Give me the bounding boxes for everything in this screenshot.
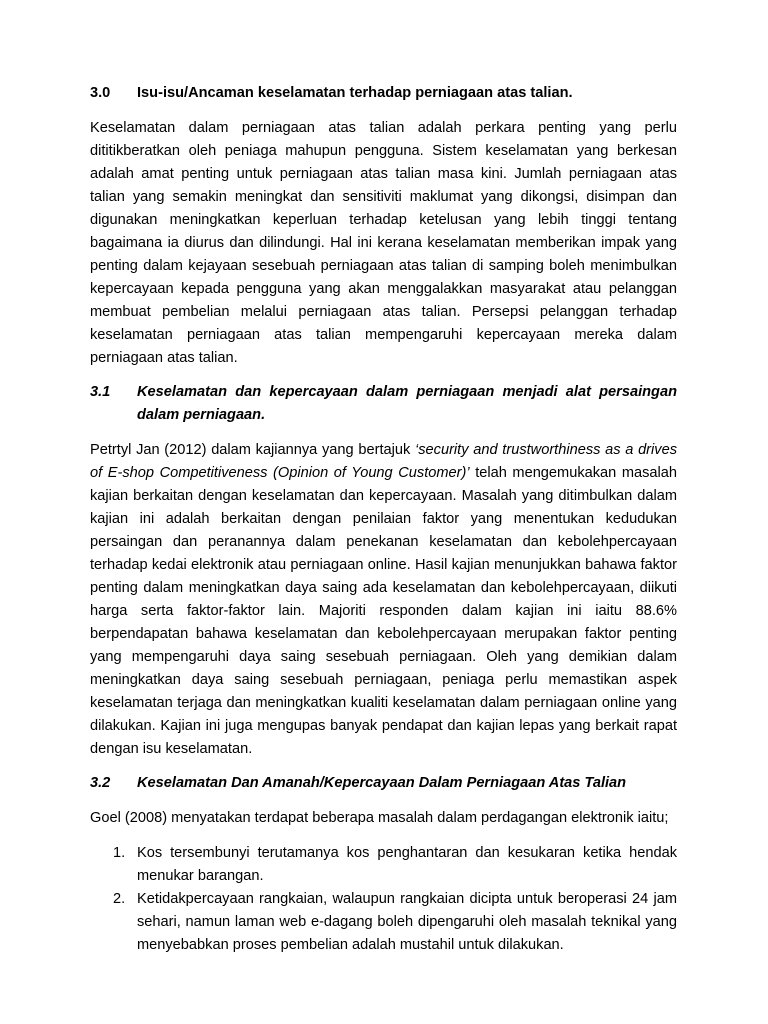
document-page	[90, 82, 677, 957]
list-item	[90, 888, 677, 957]
section-title: Keselamatan dan kepercayaan dalam perniagaan menjadi alat persaingan dalam perniagaan.	[137, 384, 677, 423]
section-title: Keselamatan Dan Amanah/Kepercayaan Dalam Perniagaan Atas Talian	[137, 775, 627, 791]
section-3-0-heading	[90, 82, 677, 105]
list-item-text: Ketidakpercayaan rangkaian, walaupun rangkaian dicipta untuk beroperasi 24 jam sehari, namun laman web e-dagang boleh dipengaruhi oleh masalah teknikal yang menyebabkan proses pembelian adalah mustahil untuk dilakukan.	[137, 891, 677, 953]
section-number: 3.1	[90, 384, 111, 400]
study-title: ‘security and trustworthiness as a drives of E-shop Competitiveness (Opinion of Young Customer)’	[90, 442, 677, 481]
list-item-number: 1.	[113, 845, 126, 861]
section-3-1-paragraph	[90, 439, 677, 761]
section-number: 3.0	[90, 85, 111, 101]
numbered-list	[90, 842, 677, 957]
paragraph-body: telah mengemukakan masalah kajian berkaitan dengan keselamatan dan kepercayaan. Masalah yang ditimbulkan dalam kajian ini adalah berkaitan dengan penilaian faktor yang menentukan kedudukan persaingan dan peranannya dalam penekanan keselamatan dan kebolehpercayaan terhadap kedai elektronik atau perniagaan online. Hasil kajian menunjukkan bahawa faktor penting dalam meningkatkan daya saing ada keselamatan dan kebolehpercayaan, diikuti harga serta faktor-faktor lain. Majoriti responden dalam kajian ini iaitu 88.6% berpendapatan bahawa keselamatan dan kebolehpercayaan merupakan faktor penting yang mempengaruhi daya saing sesebuah perniagaan. Oleh yang demikian dalam meningkatkan daya saing sesebuah perniagaan, peniaga perlu memastikan aspek keselamatan terjaga dan meningkatkan kualiti keselamatan dalam perniagaan online yang dilakukan. Kajian ini juga mengupas banyak pendapat dan kajian lepas yang berkait rapat dengan isu keselamatan.	[90, 465, 678, 757]
section-3-2-heading	[90, 772, 677, 795]
section-3-0-paragraph: Keselamatan dalam perniagaan atas talian adalah perkara penting yang perlu dititikberatkan oleh peniaga mahupun pengguna. Sistem keselamatan yang berkesan adalah amat penting untuk perniagaan atas talian masa kini. Jumlah perniagaan atas talian yang semakin meningkat dan sensitiviti maklumat yang dikongsi, disimpan dan digunakan meningkatkan keperluan terhadap ketelusan yang lebih tinggi tentang bagaimana ia diurus dan dilindungi. Hal ini kerana keselamatan memberikan impak yang penting dalam kejayaan sesebuah perniagaan atas talian di samping boleh menimbulkan kepercayaan kepada pengguna yang akan menggalakkan masyarakat atau pelanggan membuat pembelian melalui perniagaan atas talian. Persepsi pelanggan terhadap keselamatan perniagaan atas talian mempengaruhi kepercayaan mereka dalam perniagaan atas talian.	[90, 120, 677, 366]
paragraph-intro: Petrtyl Jan (2012) dalam kajiannya yang bertajuk	[90, 442, 415, 458]
section-3-1-heading	[90, 381, 677, 427]
list-item-number: 2.	[113, 891, 126, 907]
list-item-text: Kos tersembunyi terutamanya kos penghantaran dan kesukaran ketika hendak menukar barangan.	[137, 845, 677, 884]
list-item	[90, 842, 677, 888]
section-number: 3.2	[90, 775, 111, 791]
section-title: Isu-isu/Ancaman keselamatan terhadap perniagaan atas talian.	[137, 85, 573, 101]
section-3-2-paragraph: Goel (2008) menyatakan terdapat beberapa masalah dalam perdagangan elektronik iaitu;	[90, 810, 669, 826]
